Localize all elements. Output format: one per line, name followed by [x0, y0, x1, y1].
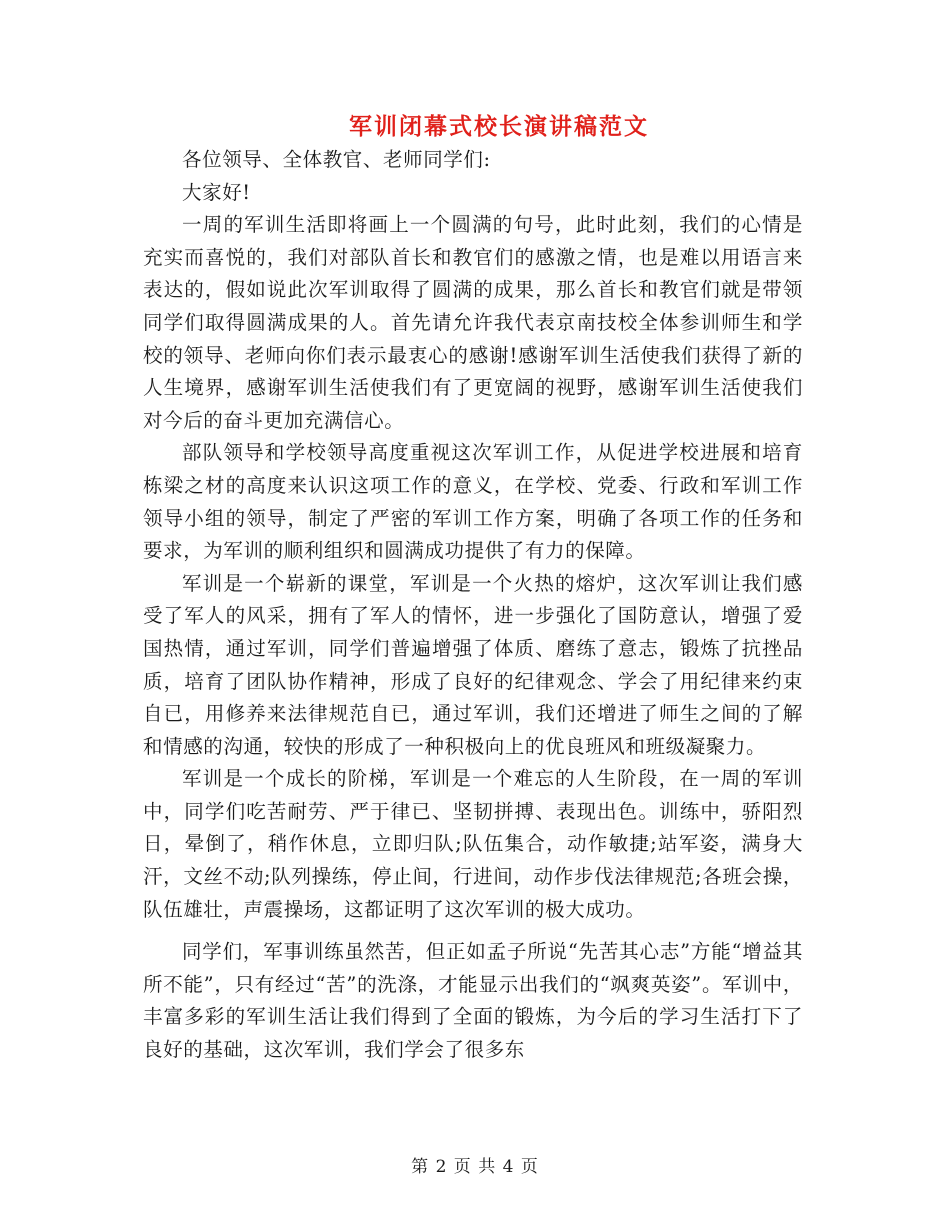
- body-paragraph: 军训是一个崭新的课堂，军训是一个火热的熔炉，这次军训让我们感受了军人的风采，拥有了军人的情怀，进一步强化了国防意认，增强了爱国热情，通过军训，同学们普遍增强了体质、磨练了意志，锻炼了抗挫品质，培育了团队协作精神，形成了良好的纪律观念、学会了用纪律来约束自已，用修养来法律规范自已，通过军训，我们还增进了师生之间的了解和情感的沟通，较快的形成了一种积极向上的优良班风和班级凝聚力。: [143, 571, 803, 758]
- body-paragraph: 部队领导和学校领导高度重视这次军训工作，从促进学校进展和培育栋梁之材的高度来认识这项工作的意义，在学校、党委、行政和军训工作领导小组的领导，制定了严密的军训工作方案，明确了各项工作的任务和要求，为军训的顺利组织和圆满成功提供了有力的保障。: [143, 441, 803, 563]
- page-number: 第 2 页 共 4 页: [411, 1157, 539, 1177]
- body-paragraph: 同学们，军事训练虽然苦，但正如孟子所说“先苦其心志”方能“增益其所不能”，只有经过“苦”的洗涤，才能显示出我们的“飒爽英姿”。军训中，丰富多彩的军训生活让我们得到了全面的锻炼，为今后的学习生活打下了良好的基础，这次军训，我们学会了很多东: [143, 940, 803, 1062]
- document-body: [143, 144, 803, 1067]
- body-paragraph: 军训是一个成长的阶梯，军训是一个难忘的人生阶段，在一周的军训中，同学们吃苦耐劳、严于律已、坚韧拼搏、表现出色。训练中，骄阳烈日，晕倒了，稍作休息，立即归队;队伍集合，动作敏捷;站军姿，满身大汗，文丝不动;队列操练，停止间，行进间，动作步伐法律规范;各班会操，队伍雄壮，声震操场，这都证明了这次军训的极大成功。: [143, 767, 803, 921]
- greeting: 大家好!: [182, 180, 251, 204]
- document-title: 军训闭幕式校长演讲稿范文: [349, 113, 649, 140]
- body-paragraph: 一周的军训生活即将画上一个圆满的句号，此时此刻，我们的心情是充实而喜悦的，我们对部队首长和教官们的感激之情，也是难以用语言来表达的，假如说此次军训取得了圆满的成果，那么首长和教官们就是带领同学们取得圆满成果的人。首先请允许我代表京南技校全体参训师生和学校的领导、老师向你们表示最衷心的感谢!感谢军训生活使我们获得了新的人生境界，感谢军训生活使我们有了更宽阔的视野，感谢军训生活使我们对今后的奋斗更加充满信心。: [143, 213, 803, 432]
- salutation: 各位领导、全体教官、老师同学们:: [182, 148, 491, 171]
